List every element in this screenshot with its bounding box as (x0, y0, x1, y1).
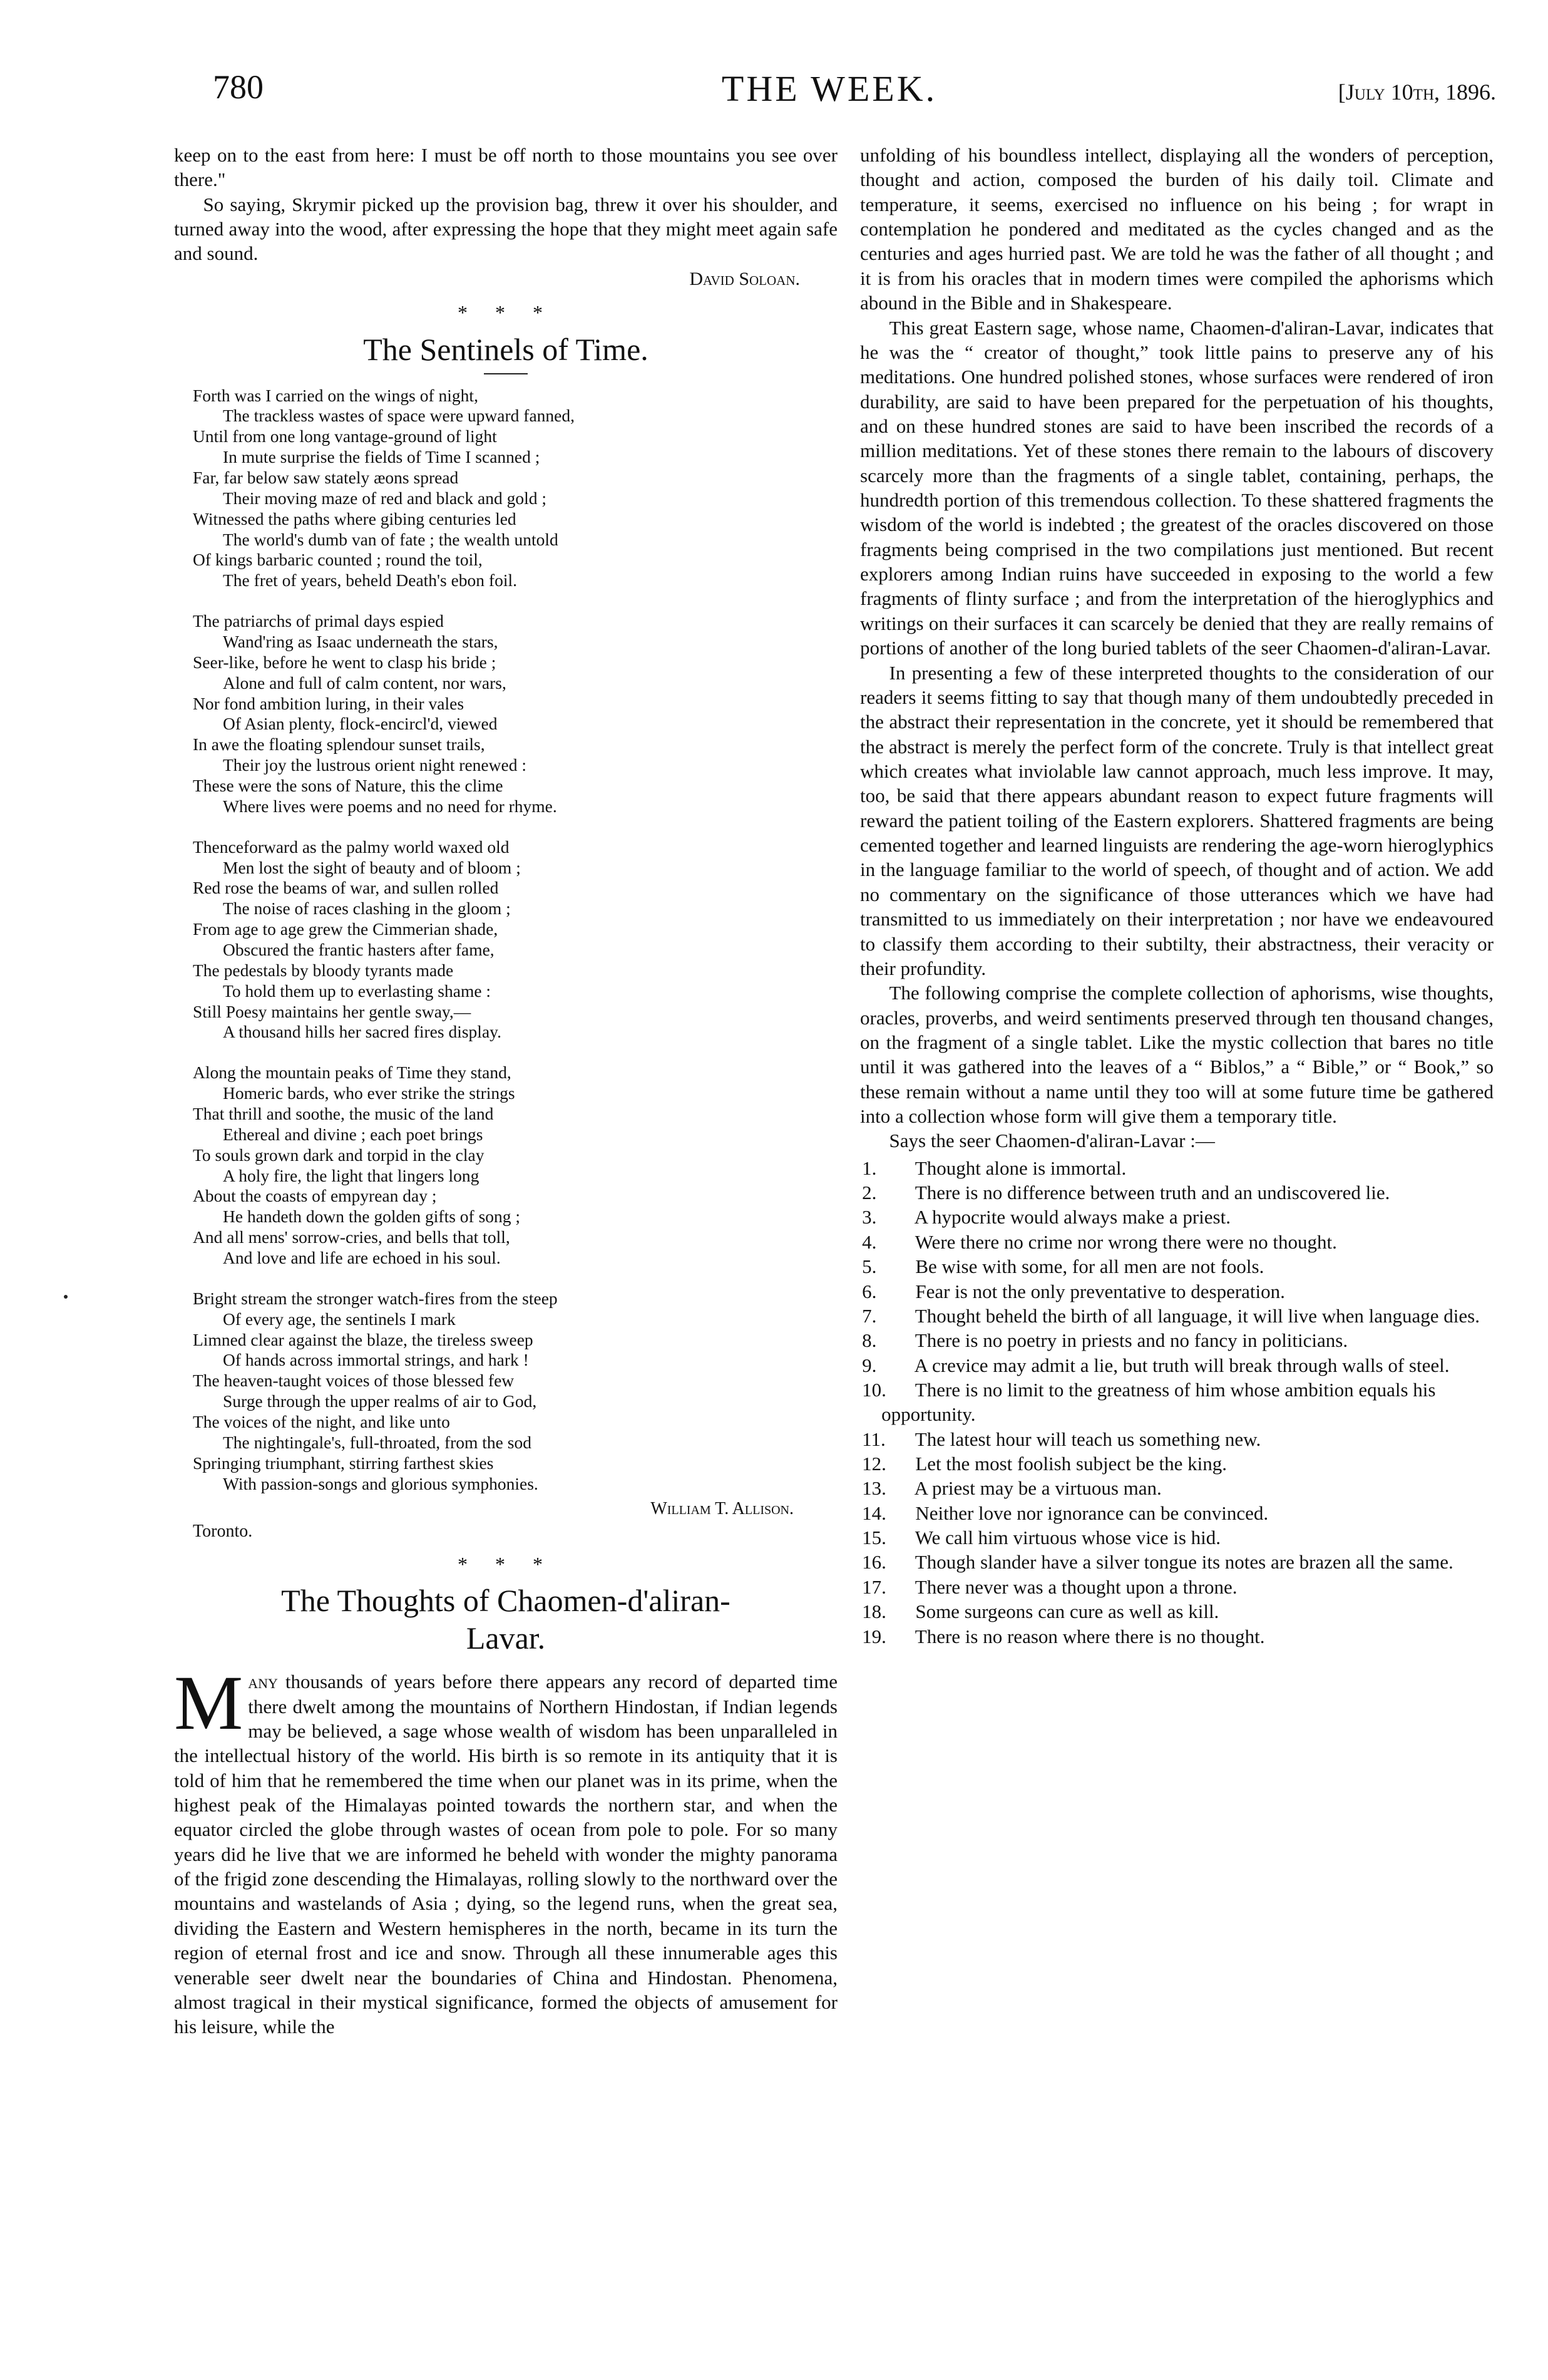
saying-number: 8. (862, 1329, 877, 1352)
saying-text: Some surgeons can cure as well as kill. (915, 1600, 1219, 1623)
saying-text: We call him virtuous whose vice is hid. (915, 1527, 1221, 1549)
poem-line: And love and life are echoed in his soul. (223, 1248, 501, 1268)
saying-number: 14. (862, 1502, 886, 1524)
essay-first-word: any (248, 1671, 278, 1693)
poem-line: To souls grown dark and torpid in the clay (193, 1145, 484, 1165)
poem-stanza (193, 611, 838, 817)
saying-item (860, 1230, 1494, 1254)
saying-text: Thought beheld the birth of all language, it will live when language dies. (915, 1304, 1480, 1327)
poem-line: From age to age grew the Cimmerian shade, (193, 919, 498, 939)
poem-line: Witnessed the paths where gibing centuries led (193, 508, 516, 528)
saying-text: There is no reason where there is no thought. (915, 1625, 1265, 1647)
section-separator: * * * (458, 301, 554, 324)
essay-opening (174, 1660, 838, 2039)
poem-title: The Sentinels of Time. (363, 331, 648, 367)
saying-text: Fear is not the only preventative to desperation. (915, 1280, 1285, 1302)
page-number: 780 (213, 68, 264, 106)
poem-line: Thenceforward as the palmy world waxed old (193, 837, 510, 857)
poem-line: The patriarchs of primal days espied (193, 611, 444, 631)
poem-line: A holy fire, the light that lingers long (223, 1165, 479, 1185)
poem-line: Their moving maze of red and black and gold ; (223, 488, 546, 508)
saying-item (860, 1353, 1494, 1378)
saying-text: Thought alone is immortal. (915, 1157, 1127, 1179)
poem-line: That thrill and soothe, the music of the land (193, 1104, 494, 1124)
saying-item (860, 1254, 1494, 1279)
story-tail-paragraph: So saying, Skrymir picked up the provision bag, threw it over his shoulder, and turned away into the wood, after expressing the hope that they might meet again safe and sound. (174, 193, 838, 265)
saying-text: Be wise with some, for all men are not fools. (915, 1255, 1264, 1278)
saying-text: The latest hour will teach us something new. (915, 1428, 1261, 1450)
saying-number: 11. (862, 1428, 886, 1450)
poem-line: Limned clear against the blaze, the tireless sweep (193, 1329, 533, 1349)
essay-title (174, 1582, 838, 1657)
poem-line: Alone and full of calm content, nor wars, (223, 672, 506, 693)
poem-line: Springing triumphant, stirring farthest skies (193, 1453, 494, 1473)
saying-number: 15. (862, 1527, 886, 1549)
saying-number: 13. (862, 1477, 886, 1500)
saying-number: 6. (862, 1280, 877, 1302)
saying-text: There never was a thought upon a throne. (915, 1575, 1238, 1598)
saying-item (860, 1451, 1494, 1476)
title-rule (484, 373, 528, 374)
saying-number: 16. (862, 1551, 886, 1574)
page-header (163, 68, 1496, 118)
story-tail-paragraph: keep on to the east from here: I must be off north to those mountains you see over there." (174, 144, 838, 191)
masthead-title: THE WEEK. (721, 68, 938, 109)
poem-line: Of kings barbaric counted ; round the toil, (193, 550, 483, 570)
saying-item (860, 1180, 1494, 1205)
saying-item (860, 1525, 1494, 1550)
poem-line: Nor fond ambition luring, in their vales (193, 693, 464, 713)
drop-cap: M (174, 1660, 243, 1746)
poem-line: Far, far below saw stately æons spread (193, 467, 459, 487)
poem-line: He handeth down the golden gifts of song ; (223, 1207, 521, 1227)
poem-line: Still Poesy maintains her gentle sway,— (193, 1001, 471, 1021)
saying-number: 9. (862, 1354, 877, 1376)
saying-number: 17. (862, 1575, 886, 1598)
saying-item (860, 1599, 1494, 1624)
left-column (174, 143, 838, 2039)
saying-item (860, 1156, 1494, 1180)
poem-line: With passion-songs and glorious symphonies. (223, 1473, 538, 1493)
poem-line: The noise of races clashing in the gloom ; (223, 899, 511, 919)
poem-line: In awe the floating splendour sunset trails, (193, 734, 485, 755)
poem-stanza (193, 386, 838, 592)
poem-line: Wand'ring as Isaac underneath the stars, (223, 631, 498, 651)
poem-line: Surge through the upper realms of air to God, (223, 1391, 537, 1411)
poem-line: The fret of years, beheld Death's ebon foil. (223, 570, 517, 590)
poem-line: Men lost the sight of beauty and of bloom ; (223, 857, 521, 877)
saying-item (860, 1624, 1494, 1649)
saying-text: A crevice may admit a lie, but truth will break through walls of steel. (914, 1354, 1450, 1376)
essay-title-line: The Thoughts of Chaomen-d'aliran- (281, 1583, 730, 1619)
story-author: David Soloan. (689, 268, 800, 289)
poem-line: The pedestals by bloody tyrants made (193, 960, 454, 980)
poem-line: The trackless wastes of space were upward fanned, (223, 406, 575, 426)
saying-item (860, 1328, 1494, 1352)
saying-item (860, 1476, 1494, 1500)
saying-number: 12. (862, 1453, 886, 1475)
poem-line: Along the mountain peaks of Time they stand, (193, 1063, 511, 1083)
saying-text: There is no limit to the greatness of him whose ambition equals his opportunity. (881, 1378, 1436, 1426)
essay-title-line: Lavar. (466, 1620, 546, 1656)
saying-text: A hypocrite would always make a priest. (914, 1206, 1231, 1229)
poem-line: To hold them up to everlasting shame : (223, 981, 491, 1001)
saying-number: 4. (862, 1230, 877, 1253)
poem-stanza (193, 1063, 838, 1269)
saying-number: 19. (862, 1625, 886, 1647)
saying-text: Were there no crime nor wrong there were no thought. (915, 1230, 1337, 1253)
essay-paragraph: The following comprise the complete collection of aphorisms, wise thoughts, oracles, proverbs, and weird sentiments preserved through ten thousand changes, on the fragment of a single tablet. Like the mystic collection that bares no title until it was gathered into the leaves of a “ Biblos,” a “ Bible,” or “ Book,” so these remain without a name until they too will at some future time be gathered into a collection whose form will give them a temporary title. (860, 982, 1494, 1128)
saying-item (860, 1575, 1494, 1599)
poem-line: Until from one long vantage-ground of light (193, 426, 497, 446)
poem-stanza (193, 837, 838, 1043)
poem-line: Homeric bards, who ever strike the strings (223, 1083, 515, 1103)
essay-first-paragraph (174, 1660, 838, 2039)
poem-line: Forth was I carried on the wings of night, (193, 385, 478, 405)
saying-text: A priest may be a virtuous man. (914, 1477, 1162, 1500)
saying-text: There is no poetry in priests and no fancy in politicians. (915, 1329, 1348, 1352)
poem-line: A thousand hills her sacred fires display. (223, 1022, 501, 1042)
saying-text: Though slander have a silver tongue its notes are brazen all the same. (915, 1551, 1453, 1574)
poem-line: Red rose the beams of war, and sullen rolled (193, 878, 499, 898)
saying-item (860, 1304, 1494, 1328)
poem-line: Of every age, the sentinels I mark (223, 1309, 456, 1329)
saying-number: 3. (862, 1206, 877, 1229)
poem-line: Of hands across immortal strings, and hark ! (223, 1350, 529, 1370)
essay-paragraph: This great Eastern sage, whose name, Chaomen-d'aliran-Lavar, indicates that he was the “ creator of thought,” took little pains to preserve any of his meditations. One hundred polished stones, whose surfaces were rendered of iron durability, are said to have been prepared for the perpetuation of his thoughts, and on these hundred stones are said to have been inscribed the records of a million meditations. Yet of these stones there remain to the labours of discovery scarcely more than the fragments of a single tablet, containing, perhaps, the hundredth portion of this tremendous collection. To these shattered fragments the wisdom of the world is indebted ; the greatest of the oracles discovered on those fragments being comprised in the two compilations just mentioned. But recent explorers among Indian ruins have succeeded in exposing to the world a few fragments of flinty surface ; and from the interpretation of the hieroglyphics and writings on their surfaces it can scarcely be denied that they are really remains of portions of another of the long buried tablets of the seer Chaomen-d'aliran-Lavar. (860, 316, 1494, 659)
sayings-list (860, 1156, 1494, 1649)
poem-line: The nightingale's, full-throated, from the sod (223, 1432, 531, 1452)
poem-line: Seer-like, before he went to clasp his bride ; (193, 652, 496, 672)
saying-text: Neither love nor ignorance can be convinced. (915, 1502, 1269, 1524)
saying-number: 5. (862, 1255, 877, 1278)
poem-line: About the coasts of empyrean day ; (193, 1186, 437, 1206)
poem-line: Their joy the lustrous orient night renewed : (223, 755, 526, 775)
poem-line: Bright stream the stronger watch-fires from the steep (193, 1288, 558, 1308)
essay-paragraph: In presenting a few of these interpreted thoughts to the consideration of our readers it seems fitting to say that though many of them undoubtedly preceded in the abstract their representation in the concrete, yet it should be remembered that the abstract is merely the perfect form of the concrete. Truly is that intellect great which creates what inviolable law cannot approach, much less improve. It may, too, be said that there appears abundant reason to expect future fragments will reward the patient toiling of the Eastern explorers. Shattered fragments are being cemented together and learned linguists are rendering the age-worn hieroglyphics in the language familiar to the world of speech, of thought and of action. We add no commentary on the significance of those utterances which we have had transmitted to us immediately on their interpretation ; nor have we endeavoured to classify them according to their subtilty, their abstractness, their veracity or their profundity. (860, 661, 1494, 979)
poem-author: William T. Allison. (650, 1499, 794, 1519)
poem-line: Ethereal and divine ; each poet brings (223, 1124, 483, 1144)
poem-line: In mute surprise the fields of Time I scanned ; (223, 447, 540, 467)
poem-line: The heaven-taught voices of those blessed few (193, 1371, 515, 1391)
saying-text: Let the most foolish subject be the king. (915, 1453, 1227, 1475)
poem-line: Obscured the frantic hasters after fame, (223, 940, 495, 959)
poem-body (193, 386, 838, 1495)
saying-text: There is no difference between truth and an undiscovered lie. (915, 1182, 1390, 1204)
saying-number: 2. (862, 1182, 877, 1204)
stray-dot (64, 1295, 68, 1299)
poem-line: These were the sons of Nature, this the clime (193, 775, 503, 795)
poem-stanza (193, 1289, 838, 1495)
saying-number: 7. (862, 1304, 877, 1327)
poem-line: And all mens' sorrow-cries, and bells that toll, (193, 1227, 510, 1247)
poem-line: The voices of the night, and like unto (193, 1412, 450, 1432)
saying-item (860, 1427, 1494, 1451)
essay-first-paragraph-text: thousands of years before there appears any record of departed time there dwelt among the mountains of Northern Hindostan, if Indian legends may be believed, a sage whose wealth of wisdom has been unparalleled in the intellectual history of the world. His birth is so remote in its antiquity that it is told of him that he remembered the time when our planet was in its prime, when the highest peak of the Himalayas pointed towards the northern star, and when the equator circled the globe through wastes of ocean from pole to pole. For so many years did he live that we are informed he beheld with wonder the mighty panorama of the frigid zone descending the Himalayas, rolling slowly to the northward over the mountains and wastelands of Asia ; dying, so the legend runs, when the great sea, dividing the Eastern and Western hemispheres in the north, became in its turn the region of eternal frost and ice and snow. Through all these innumerable ages this venerable seer dwelt near the boundaries of China and Hindostan. Phenomena, almost tragical in their mystical significance, formed the objects of amusement for his leisure, while the (174, 1671, 838, 2038)
saying-item (860, 1378, 1494, 1427)
poem-line: Where lives were poems and no need for rhyme. (223, 796, 557, 816)
poem-place: Toronto. (193, 1522, 253, 1542)
essay-paragraph: unfolding of his boundless intellect, displaying all the wonders of perception, thought and action, composed the burden of his daily toil. Climate and temperature, it seems, exercised no influence on his being ; for wrapt in contemplation he pondered and meditated as the cycles changed and as the centuries and ages hurried past. We are told he was the father of all thought ; and it is from his oracles that in modern times were compiled the aphorisms which abound in the Bible and in Shakespeare. (860, 144, 1494, 314)
poem-line: The world's dumb van of fate ; the wealth untold (223, 529, 558, 549)
saying-item (860, 1205, 1494, 1229)
sayings-intro: Says the seer Chaomen-d'aliran-Lavar :— (889, 1130, 1215, 1152)
saying-item (860, 1501, 1494, 1525)
issue-date: [July 10th, 1896. (1338, 80, 1496, 105)
saying-number: 18. (862, 1600, 886, 1623)
saying-number: 1. (862, 1157, 877, 1179)
poem-line: Of Asian plenty, flock-encircl'd, viewed (223, 714, 498, 734)
saying-item (860, 1550, 1494, 1574)
saying-number: 10. (862, 1378, 886, 1401)
section-separator: * * * (458, 1552, 554, 1575)
saying-item (860, 1279, 1494, 1304)
right-column (860, 143, 1494, 1649)
